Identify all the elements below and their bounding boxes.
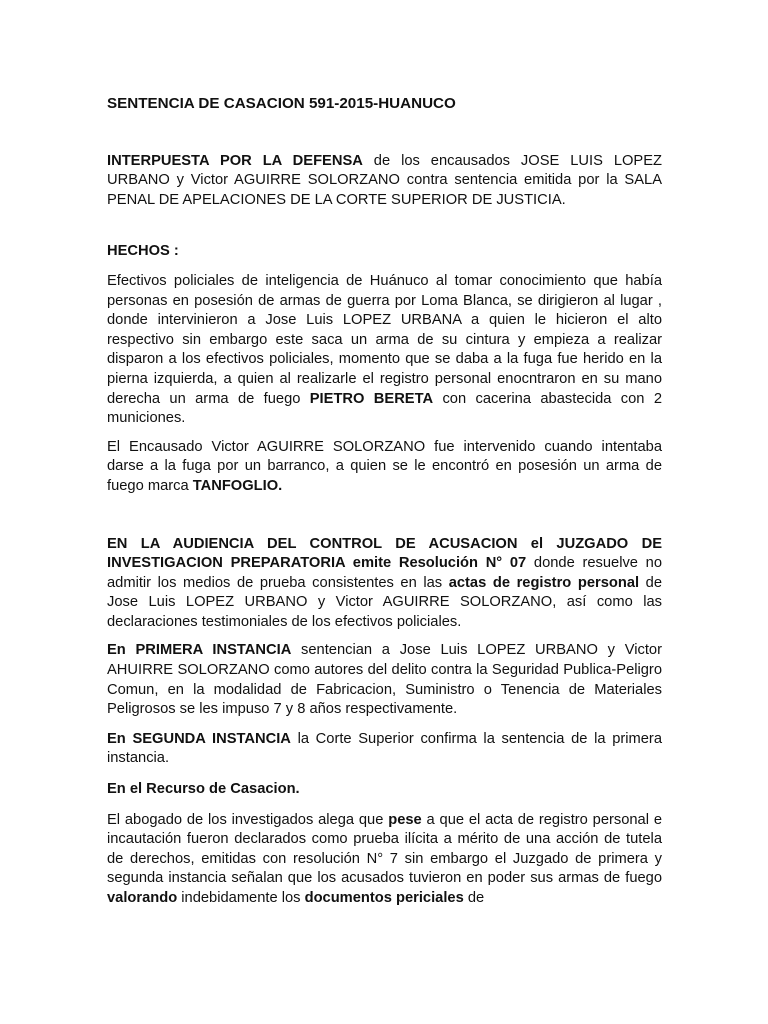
intro-paragraph — [107, 152, 662, 211]
primera-bold: En PRIMERA INSTANCIA — [107, 642, 292, 659]
recurso-paragraph — [107, 811, 662, 909]
recurso-heading: En el Recurso de Casacion. — [107, 781, 300, 798]
segunda-text: la Corte Superior confirma la sentencia de la primera instancia. — [107, 730, 662, 767]
primera-instancia-paragraph — [107, 641, 662, 719]
segunda-instancia-paragraph — [107, 730, 662, 769]
recurso-text-1: El abogado de los investigados alega que — [107, 811, 389, 828]
intro-bold: INTERPUESTA POR LA DEFENSA — [107, 152, 363, 169]
hechos-paragraph-1 — [107, 272, 662, 429]
hechos-paragraph-2 — [107, 438, 662, 497]
audiencia-paragraph — [107, 535, 662, 633]
intro-text: de los encausados JOSE LUIS LOPEZ URBANO y Victor AGUIRRE SOLORZANO contra sentencia emitida por la SALA PENAL DE APELACIONES DE LA CORTE SUPERIOR DE JUSTICIA. — [107, 152, 662, 208]
hechos-p1-bold: PIETRO BERETA — [309, 390, 434, 407]
recurso-bold-3: documentos periciales — [304, 890, 464, 906]
hechos-p1-text-b: con cacerina abastecida con 2 municiones. — [107, 390, 662, 427]
recurso-text-2: a que el acta de registro personal e incautación fueron declarados como prueba ilícita a mérito de una acción de tutela de derechos, emitidas con resolución N° 7 sin embargo el Juzgado de primera y segunda instancia señalan que los acusados tuvieron en poder sus armas de fuego — [107, 811, 662, 887]
audiencia-text-1: donde resuelve no admitir los medios de prueba consistentes en las — [107, 555, 662, 591]
recurso-text-3: indebidamente los — [177, 890, 305, 906]
hechos-p2-text: El Encausado Victor AGUIRRE SOLORZANO fue intervenido cuando intentaba darse a la fuga por un barranco, a quien se le encontró en posesión un arma de fuego marca — [107, 438, 662, 494]
hechos-p2-bold: TANFOGLIO. — [192, 477, 283, 494]
segunda-bold: En SEGUNDA INSTANCIA — [107, 730, 291, 747]
document-title: SENTENCIA DE CASACION 591-2015-HUANUCO — [107, 95, 456, 112]
recurso-bold-1: pese — [388, 811, 422, 828]
hechos-p1-text-a: Efectivos policiales de inteligencia de Huánuco al tomar conocimiento que había personas en posesión de armas de guerra por Loma Blanca, se dirigieron al lugar , donde intervinieron a Jose Luis LOPEZ URBANA a quien le hicieron el alto respectivo sin embargo este saca un arma de su cintura y empieza a realizar disparon a los efectivos policiales, momento que se daba a la fuga fue herido en la pierna izquierda, a quien al realizarle el registro personal enocntraron en su mano derecha un arma de fuego — [107, 272, 662, 407]
audiencia-bold-1: EN LA AUDIENCIA DEL CONTROL DE ACUSACION el JUZGADO DE INVESTIGACION PREPARATORIA emite Resolución N° 07 — [107, 535, 662, 572]
audiencia-text-2: de Jose Luis LOPEZ URBANO y Victor AGUIRRE SOLORZANO, así como las declaraciones testimoniales de los efectivos policiales. — [107, 574, 662, 630]
audiencia-bold-2: actas de registro personal — [448, 574, 640, 591]
hechos-heading: HECHOS : — [107, 243, 179, 260]
primera-text: sentencian a Jose Luis LOPEZ URBANO y Victor AHUIRRE SOLORZANO como autores del delito contra la Seguridad Publica-Peligro Comun, en la modalidad de Fabricacion, Suministro o Tenencia de Materiales Peligrosos se les impuso 7 y 8 años respectivamente. — [107, 642, 662, 718]
recurso-bold-2: valorando — [107, 890, 178, 906]
recurso-text-4: de — [463, 890, 485, 906]
